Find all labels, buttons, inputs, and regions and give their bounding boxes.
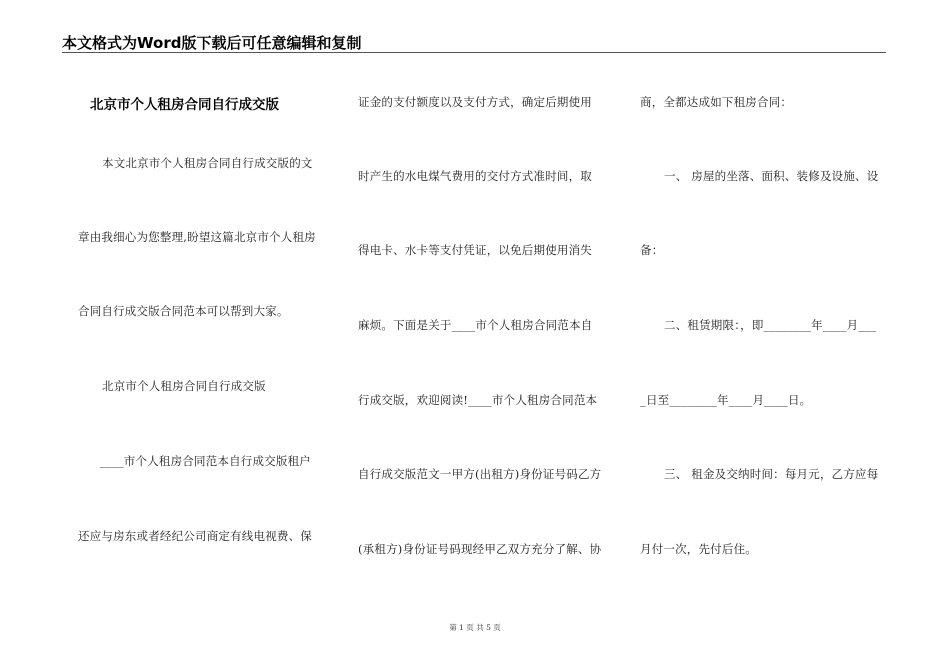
header-rule xyxy=(62,52,886,53)
text-line: 自行成交版范文一甲方(出租方)身份证号码乙方 xyxy=(358,467,602,481)
text-line: ____市个人租房合同范本自行成交版租户 xyxy=(100,454,311,468)
text-line: 得电卡、水卡等支付凭证，以免后期使用消失 xyxy=(358,243,592,257)
text-line: 证金的支付额度以及支付方式，确定后期使用 xyxy=(358,95,592,109)
text-line: 北京市个人租房合同自行成交版 xyxy=(102,379,266,393)
text-line: 时产生的水电煤气费用的交付方式准时间，取 xyxy=(358,169,592,183)
page-number: 第 1 页 共 5 页 xyxy=(449,623,501,632)
text-line: (承租方)身份证号码现经甲乙双方充分了解、协 xyxy=(358,542,602,556)
text-line: 三、 租金及交纳时间：每月元，乙方应每 xyxy=(664,467,879,481)
text-line: 行成交版，欢迎阅读!____市个人租房合同范本 xyxy=(358,393,598,407)
text-line: 商，全都达成如下租房合同： xyxy=(640,95,793,109)
document-title: 北京市个人租房合同自行成交版 xyxy=(90,97,279,113)
text-line: 本文北京市个人租房合同自行成交版的文 xyxy=(102,156,313,170)
text-line: _日至________年____月____日。 xyxy=(640,393,812,407)
text-line: 章由我细心为您整理,盼望这篇北京市个人租房 xyxy=(78,230,316,244)
text-line: 备： xyxy=(640,243,664,257)
top-banner: 本文格式为Word版下载后可任意编辑和复制 xyxy=(62,34,362,52)
text-line: 麻烦。下面是关于____市个人租房合同范本自 xyxy=(358,318,593,332)
text-line: 月付一次，先付后住。 xyxy=(640,542,757,556)
text-line: 二、租赁期限：，即________年____月___ xyxy=(664,318,877,332)
text-line: 还应与房东或者经纪公司商定有线电视费、保 xyxy=(78,529,312,543)
text-line: 合同自行成交版合同范本可以帮到大家。 xyxy=(78,304,289,318)
text-line: 一、 房屋的坐落、面积、装修及设施、设 xyxy=(664,169,879,183)
